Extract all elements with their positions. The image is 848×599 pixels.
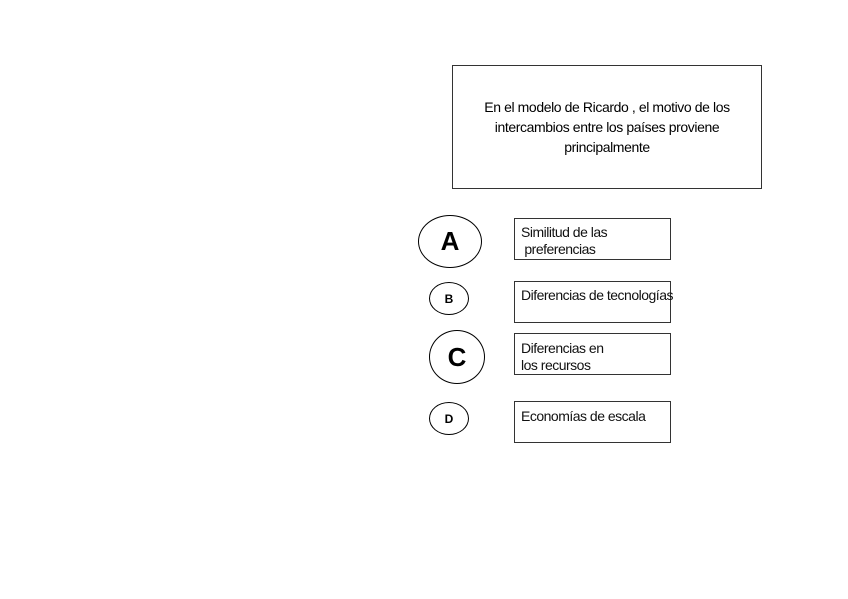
option-d-letter: D [444,411,454,426]
option-c-circle[interactable] [429,330,485,384]
option-d-circle[interactable] [429,402,469,435]
question-box [452,65,762,189]
option-c-letter: C [447,341,467,372]
option-b-circle[interactable] [429,282,469,315]
option-a-letter: A [440,226,460,256]
option-b-text: Diferencias de tecnologías [521,287,673,303]
option-b-letter: B [444,291,454,306]
option-d-text: Economías de escala [521,408,646,424]
option-a-circle[interactable] [418,215,482,268]
option-a-text: Similitud de las preferencias [521,224,608,257]
question-text: En el modelo de Ricardo , el motivo de los intercambios entre los países proviene principalmente [484,99,730,155]
option-c-text: Diferencias en los recursos [521,340,604,373]
